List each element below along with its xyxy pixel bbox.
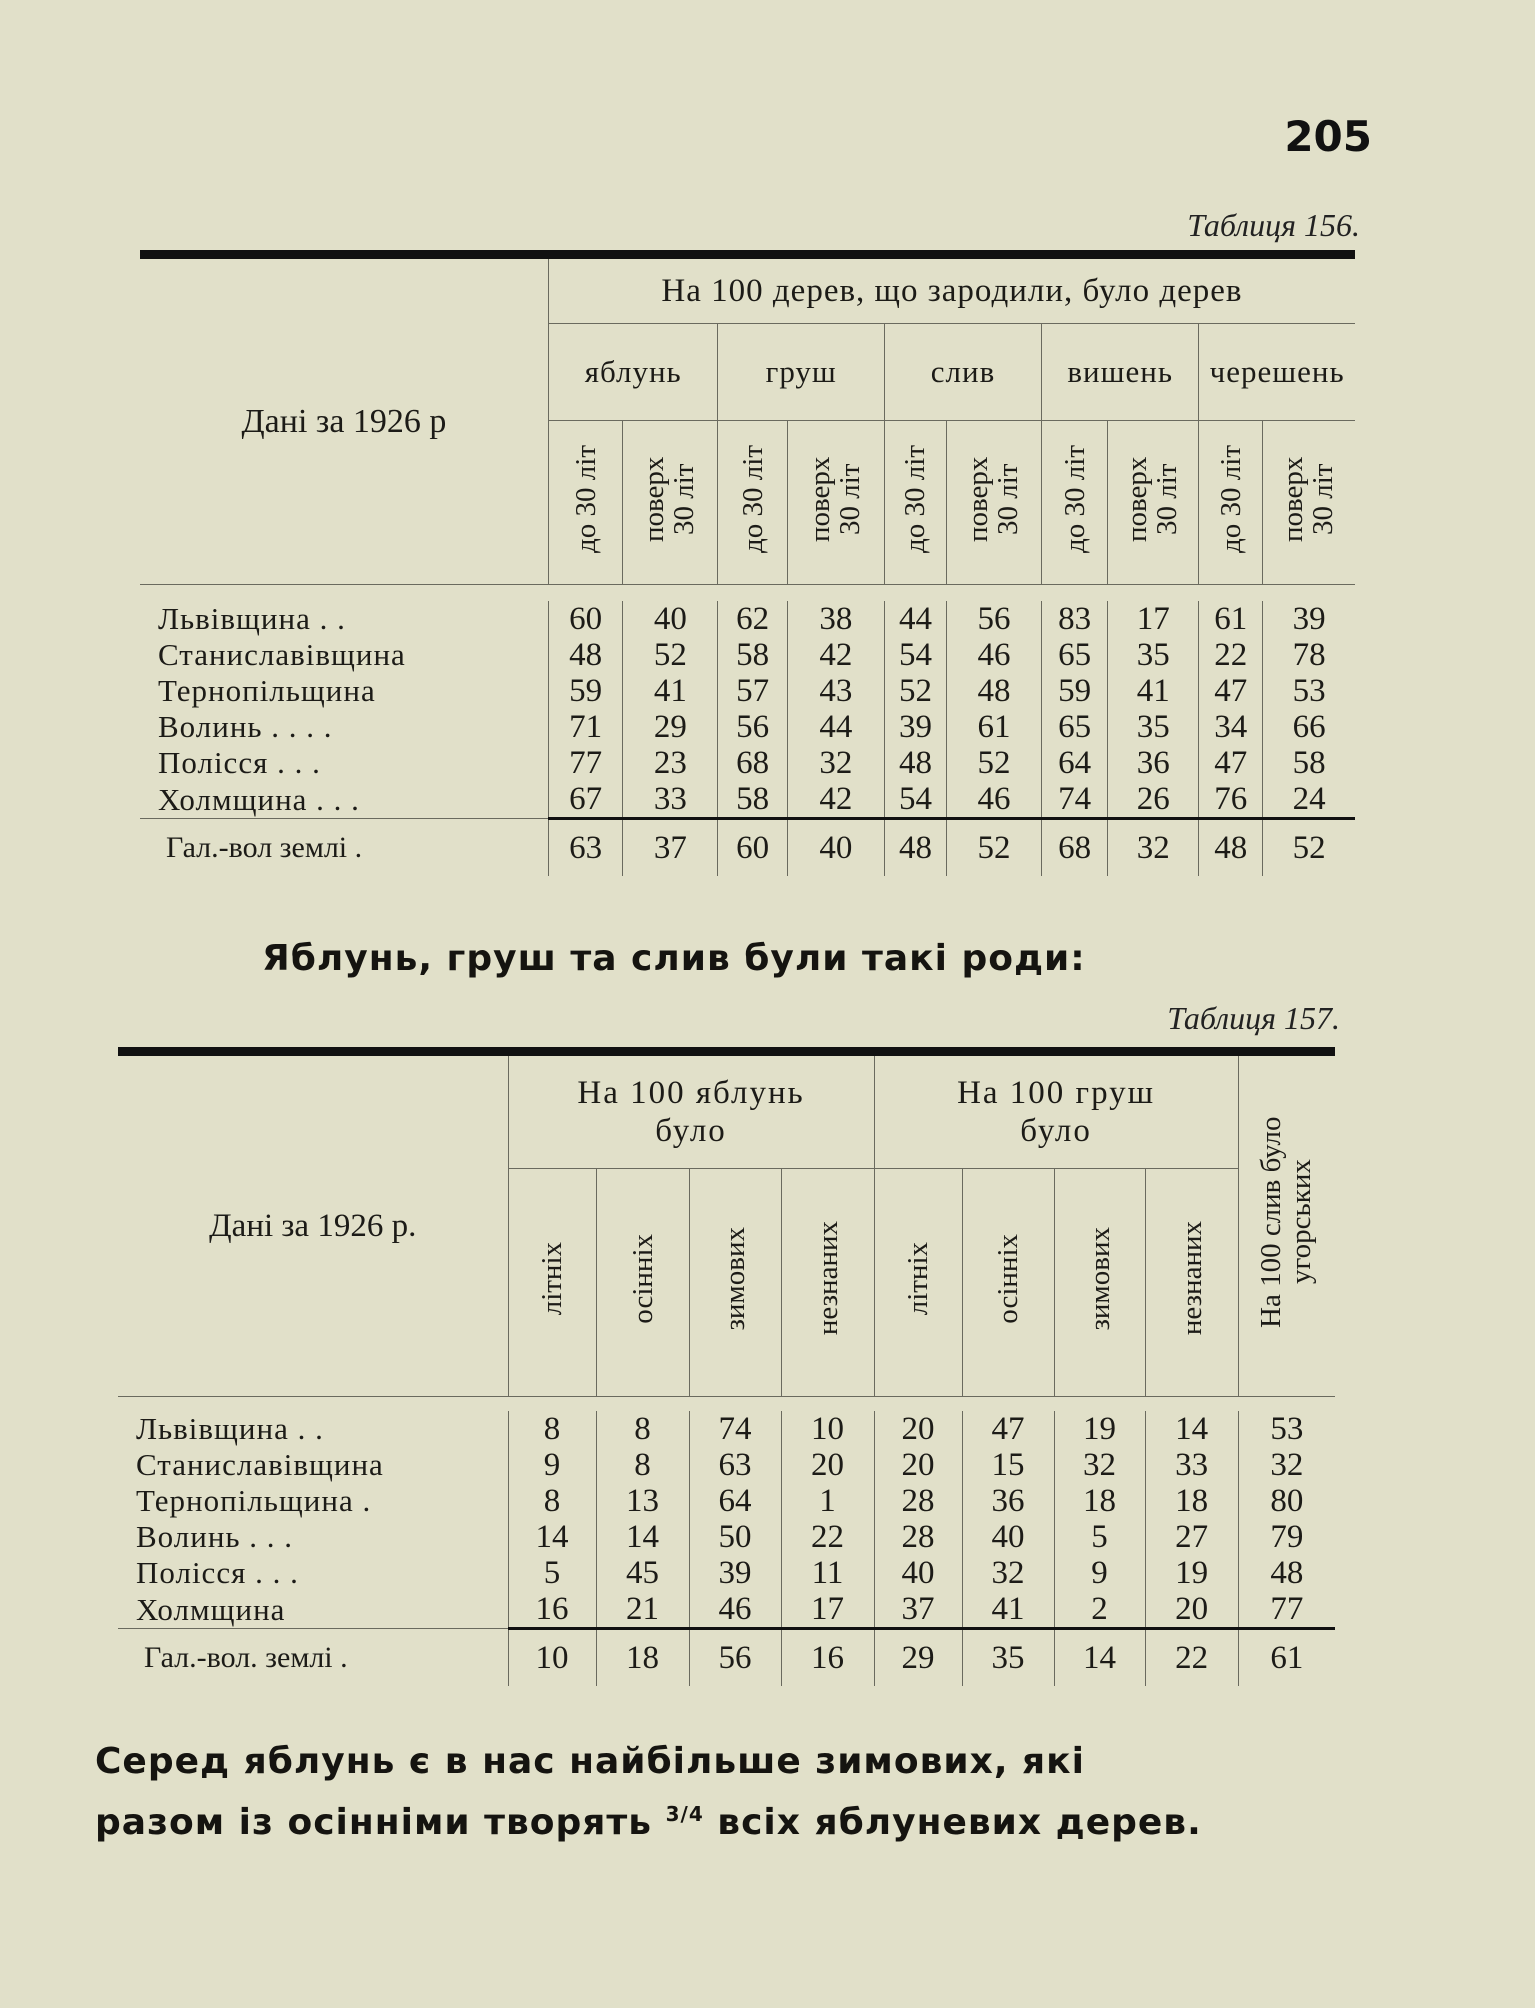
table-row bbox=[118, 1519, 1335, 1555]
table-cell: 48 bbox=[1238, 1555, 1335, 1591]
table-157-subheader-text: літніх bbox=[902, 1241, 935, 1316]
fruit-header-pears: груш bbox=[718, 324, 884, 421]
table-156-subheader bbox=[548, 421, 622, 585]
table-total-row bbox=[118, 1629, 1335, 1687]
table-cell: 77 bbox=[548, 745, 622, 781]
table-cell: 35 bbox=[1108, 637, 1199, 673]
fruit-header-sweet-cherries: черешень bbox=[1199, 324, 1355, 421]
table-156-subheader bbox=[787, 421, 884, 585]
fruit-header-plums: слив bbox=[884, 324, 1041, 421]
table-cell: 83 bbox=[1042, 601, 1108, 637]
table-cell: 22 bbox=[781, 1519, 874, 1555]
row-label: Тернопільщина . bbox=[136, 1483, 372, 1518]
table-cell: 8 bbox=[596, 1411, 689, 1447]
table-156-subheader-text: поверх 30 літ bbox=[962, 455, 1025, 542]
table-157-subheader-text: незнаних bbox=[1175, 1221, 1208, 1336]
table-157-subheader bbox=[508, 1169, 596, 1397]
table-157-subheader-text: незнаних bbox=[811, 1221, 844, 1336]
table-156-subheader bbox=[1263, 421, 1355, 585]
table-cell: 66 bbox=[1263, 709, 1355, 745]
table-cell: 74 bbox=[1042, 781, 1108, 819]
table-row bbox=[140, 709, 1355, 745]
table-cell: 18 bbox=[596, 1629, 689, 1687]
table-cell: 17 bbox=[781, 1591, 874, 1629]
table-cell: 59 bbox=[1042, 673, 1108, 709]
table-156-subheader-text: до 30 літ bbox=[1058, 444, 1091, 553]
table-cell: 57 bbox=[718, 673, 787, 709]
table-cell: 39 bbox=[884, 709, 946, 745]
table-cell: 28 bbox=[874, 1519, 962, 1555]
table-cell: 24 bbox=[1263, 781, 1355, 819]
table-cell: 40 bbox=[787, 819, 884, 877]
table-cell: 58 bbox=[718, 781, 787, 819]
table-cell: 64 bbox=[689, 1483, 781, 1519]
row-label: Станиславівщина bbox=[136, 1447, 384, 1482]
table-156-subheader-text: поверх 30 літ bbox=[638, 455, 701, 542]
table-cell: 54 bbox=[884, 781, 946, 819]
table-cell: 26 bbox=[1108, 781, 1199, 819]
table-156-stub-header: Дані за 1926 р bbox=[241, 402, 447, 440]
row-label: Львівщина . . bbox=[136, 1411, 324, 1446]
table-156-subheader bbox=[623, 421, 718, 585]
table-row bbox=[140, 745, 1355, 781]
table-cell: 8 bbox=[596, 1447, 689, 1483]
row-label: Полісся . . . bbox=[158, 745, 321, 780]
table-cell: 71 bbox=[548, 709, 622, 745]
plum-header-text: На 100 слив було угорських bbox=[1254, 1116, 1317, 1328]
table-row bbox=[140, 781, 1355, 819]
table-cell: 8 bbox=[508, 1411, 596, 1447]
table-cell: 61 bbox=[946, 709, 1041, 745]
row-label: Львівщина . . bbox=[158, 601, 346, 636]
table-cell: 8 bbox=[508, 1483, 596, 1519]
table-cell: 48 bbox=[946, 673, 1041, 709]
table-156-subheader-text: поверх 30 літ bbox=[803, 455, 866, 542]
table-157-caption: Таблиця 157. bbox=[1167, 1000, 1340, 1036]
table-cell: 77 bbox=[1238, 1591, 1335, 1629]
table-cell: 61 bbox=[1238, 1629, 1335, 1687]
plum-header bbox=[1238, 1052, 1335, 1397]
table-cell: 5 bbox=[508, 1555, 596, 1591]
table-cell: 5 bbox=[1054, 1519, 1145, 1555]
table-cell: 40 bbox=[874, 1555, 962, 1591]
table-cell: 33 bbox=[1145, 1447, 1238, 1483]
table-cell: 36 bbox=[1108, 745, 1199, 781]
table-cell: 13 bbox=[596, 1483, 689, 1519]
text-paragraph-2 bbox=[95, 1736, 1345, 1849]
table-cell: 41 bbox=[623, 673, 718, 709]
table-cell: 46 bbox=[946, 781, 1041, 819]
fraction: 3/4 bbox=[665, 1802, 704, 1826]
row-label: Полісся . . . bbox=[136, 1555, 299, 1590]
table-156-caption: Таблиця 156. bbox=[1187, 207, 1360, 243]
table-cell: 33 bbox=[623, 781, 718, 819]
table-156 bbox=[140, 250, 1355, 876]
table-cell: 36 bbox=[962, 1483, 1054, 1519]
table-cell: 19 bbox=[1054, 1411, 1145, 1447]
table-157-subheader bbox=[689, 1169, 781, 1397]
table-cell: 16 bbox=[508, 1591, 596, 1629]
table-row bbox=[118, 1483, 1335, 1519]
table-cell: 29 bbox=[874, 1629, 962, 1687]
total-row-label: Гал.-вол. землі . bbox=[118, 1629, 508, 1687]
table-cell: 46 bbox=[946, 637, 1041, 673]
pear-group-header: На 100 груш було bbox=[874, 1052, 1238, 1169]
table-cell: 32 bbox=[787, 745, 884, 781]
text-paragraph-2-line-2-end: всіх яблуневих дерев. bbox=[717, 1802, 1202, 1843]
table-157-subheader-text: зимових bbox=[719, 1226, 751, 1331]
total-row-label: Гал.-вол землі . bbox=[140, 819, 548, 877]
table-156-subheader-text: до 30 літ bbox=[1214, 444, 1247, 553]
table-cell: 80 bbox=[1238, 1483, 1335, 1519]
table-157-subheader-text: літніх bbox=[536, 1241, 568, 1316]
table-cell: 40 bbox=[962, 1519, 1054, 1555]
table-cell: 10 bbox=[781, 1411, 874, 1447]
table-156-subheader-text: до 30 літ bbox=[899, 444, 932, 553]
table-cell: 14 bbox=[1054, 1629, 1145, 1687]
table-cell: 32 bbox=[1054, 1447, 1145, 1483]
table-cell: 58 bbox=[1263, 745, 1355, 781]
table-cell: 16 bbox=[781, 1629, 874, 1687]
table-cell: 11 bbox=[781, 1555, 874, 1591]
table-cell: 32 bbox=[1108, 819, 1199, 877]
table-156-subheader-text: поверх 30 літ bbox=[1121, 455, 1184, 542]
table-cell: 41 bbox=[962, 1591, 1054, 1629]
row-label: Станиславівщина bbox=[158, 637, 406, 672]
table-156-subheader-text: до 30 літ bbox=[736, 444, 769, 553]
table-156-group-header: На 100 дерев, що зародили, було дерев bbox=[548, 255, 1355, 324]
table-cell: 44 bbox=[787, 709, 884, 745]
table-cell: 39 bbox=[689, 1555, 781, 1591]
table-cell: 18 bbox=[1145, 1483, 1238, 1519]
table-156-subheader bbox=[946, 421, 1041, 585]
table-cell: 60 bbox=[718, 819, 787, 877]
table-cell: 14 bbox=[1145, 1411, 1238, 1447]
table-cell: 52 bbox=[623, 637, 718, 673]
table-row bbox=[118, 1591, 1335, 1629]
table-157-subheader bbox=[1145, 1169, 1238, 1397]
table-cell: 56 bbox=[946, 601, 1041, 637]
table-cell: 9 bbox=[1054, 1555, 1145, 1591]
table-157-subheader-text: осінніх bbox=[626, 1233, 659, 1324]
table-156-subheader bbox=[718, 421, 787, 585]
text-paragraph-2-line-2: разом із осінніми творять bbox=[95, 1802, 653, 1843]
table-cell: 60 bbox=[548, 601, 622, 637]
table-157-subheader-text: зимових bbox=[1083, 1226, 1116, 1331]
table-156-subheader bbox=[1108, 421, 1199, 585]
fruit-header-apples: яблунь bbox=[548, 324, 718, 421]
table-cell: 37 bbox=[623, 819, 718, 877]
table-cell: 65 bbox=[1042, 709, 1108, 745]
table-cell: 47 bbox=[1199, 745, 1263, 781]
row-label: Холмщина . . . bbox=[158, 781, 360, 817]
apple-group-header: На 100 яблунь було bbox=[508, 1052, 874, 1169]
row-label: Волинь . . . . bbox=[158, 709, 333, 744]
table-cell: 32 bbox=[1238, 1447, 1335, 1483]
table-cell: 46 bbox=[689, 1591, 781, 1629]
table-156-subheader-text: до 30 літ bbox=[569, 444, 602, 553]
table-cell: 27 bbox=[1145, 1519, 1238, 1555]
table-cell: 54 bbox=[884, 637, 946, 673]
table-cell: 23 bbox=[623, 745, 718, 781]
table-cell: 50 bbox=[689, 1519, 781, 1555]
table-cell: 19 bbox=[1145, 1555, 1238, 1591]
table-cell: 47 bbox=[1199, 673, 1263, 709]
table-156-subheader bbox=[1042, 421, 1108, 585]
table-cell: 22 bbox=[1199, 637, 1263, 673]
table-cell: 47 bbox=[962, 1411, 1054, 1447]
table-row bbox=[140, 637, 1355, 673]
table-157-subheader bbox=[962, 1169, 1054, 1397]
fruit-header-cherries: вишень bbox=[1042, 324, 1199, 421]
table-cell: 45 bbox=[596, 1555, 689, 1591]
table-157-subheader bbox=[781, 1169, 874, 1397]
row-label: Волинь . . . bbox=[136, 1519, 294, 1554]
table-row bbox=[118, 1555, 1335, 1591]
table-cell: 56 bbox=[718, 709, 787, 745]
table-cell: 68 bbox=[718, 745, 787, 781]
table-cell: 39 bbox=[1263, 601, 1355, 637]
table-cell: 44 bbox=[884, 601, 946, 637]
table-cell: 43 bbox=[787, 673, 884, 709]
table-cell: 65 bbox=[1042, 637, 1108, 673]
table-cell: 20 bbox=[874, 1447, 962, 1483]
table-cell: 63 bbox=[689, 1447, 781, 1483]
table-157-subheader bbox=[596, 1169, 689, 1397]
table-cell: 20 bbox=[781, 1447, 874, 1483]
text-paragraph-2-line-1: Серед яблунь є в нас найбільше зимових, які bbox=[95, 1741, 1085, 1782]
table-cell: 52 bbox=[946, 819, 1041, 877]
table-156-subheader bbox=[1199, 421, 1263, 585]
table-157 bbox=[118, 1047, 1335, 1686]
table-total-row bbox=[140, 819, 1355, 877]
text-paragraph-1: Яблунь, груш та слив були такі роди: bbox=[262, 938, 1086, 979]
table-cell: 74 bbox=[689, 1411, 781, 1447]
table-cell: 53 bbox=[1263, 673, 1355, 709]
table-cell: 41 bbox=[1108, 673, 1199, 709]
table-cell: 52 bbox=[946, 745, 1041, 781]
table-cell: 48 bbox=[884, 745, 946, 781]
table-cell: 29 bbox=[623, 709, 718, 745]
table-cell: 10 bbox=[508, 1629, 596, 1687]
table-cell: 52 bbox=[1263, 819, 1355, 877]
table-cell: 42 bbox=[787, 637, 884, 673]
table-cell: 14 bbox=[596, 1519, 689, 1555]
table-cell: 14 bbox=[508, 1519, 596, 1555]
table-cell: 20 bbox=[1145, 1591, 1238, 1629]
table-cell: 2 bbox=[1054, 1591, 1145, 1629]
table-cell: 18 bbox=[1054, 1483, 1145, 1519]
table-cell: 17 bbox=[1108, 601, 1199, 637]
row-label: Холмщина bbox=[136, 1591, 286, 1627]
page-number: 205 bbox=[1284, 112, 1372, 161]
table-cell: 48 bbox=[884, 819, 946, 877]
table-cell: 37 bbox=[874, 1591, 962, 1629]
table-cell: 76 bbox=[1199, 781, 1263, 819]
table-cell: 34 bbox=[1199, 709, 1263, 745]
table-cell: 62 bbox=[718, 601, 787, 637]
row-label: Тернопільщина bbox=[158, 673, 376, 708]
table-cell: 21 bbox=[596, 1591, 689, 1629]
table-157-subheader bbox=[874, 1169, 962, 1397]
table-157-subheader-text: осінніх bbox=[992, 1233, 1025, 1324]
table-row bbox=[118, 1411, 1335, 1447]
table-cell: 42 bbox=[787, 781, 884, 819]
table-cell: 56 bbox=[689, 1629, 781, 1687]
table-cell: 40 bbox=[623, 601, 718, 637]
table-cell: 35 bbox=[1108, 709, 1199, 745]
table-cell: 63 bbox=[548, 819, 622, 877]
table-cell: 59 bbox=[548, 673, 622, 709]
table-cell: 35 bbox=[962, 1629, 1054, 1687]
table-157-subheader bbox=[1054, 1169, 1145, 1397]
table-row bbox=[140, 601, 1355, 637]
table-cell: 15 bbox=[962, 1447, 1054, 1483]
table-cell: 48 bbox=[1199, 819, 1263, 877]
table-cell: 78 bbox=[1263, 637, 1355, 673]
table-row bbox=[118, 1447, 1335, 1483]
table-cell: 48 bbox=[548, 637, 622, 673]
table-cell: 64 bbox=[1042, 745, 1108, 781]
table-cell: 1 bbox=[781, 1483, 874, 1519]
table-cell: 32 bbox=[962, 1555, 1054, 1591]
table-156-subheader-text: поверх 30 літ bbox=[1277, 455, 1340, 542]
table-cell: 53 bbox=[1238, 1411, 1335, 1447]
table-cell: 79 bbox=[1238, 1519, 1335, 1555]
table-cell: 67 bbox=[548, 781, 622, 819]
table-cell: 61 bbox=[1199, 601, 1263, 637]
table-cell: 28 bbox=[874, 1483, 962, 1519]
table-cell: 52 bbox=[884, 673, 946, 709]
table-cell: 20 bbox=[874, 1411, 962, 1447]
table-cell: 9 bbox=[508, 1447, 596, 1483]
table-cell: 38 bbox=[787, 601, 884, 637]
table-row bbox=[140, 673, 1355, 709]
table-156-subheader bbox=[884, 421, 946, 585]
table-157-stub-header: Дані за 1926 р. bbox=[209, 1207, 417, 1244]
table-cell: 68 bbox=[1042, 819, 1108, 877]
table-cell: 22 bbox=[1145, 1629, 1238, 1687]
table-cell: 58 bbox=[718, 637, 787, 673]
